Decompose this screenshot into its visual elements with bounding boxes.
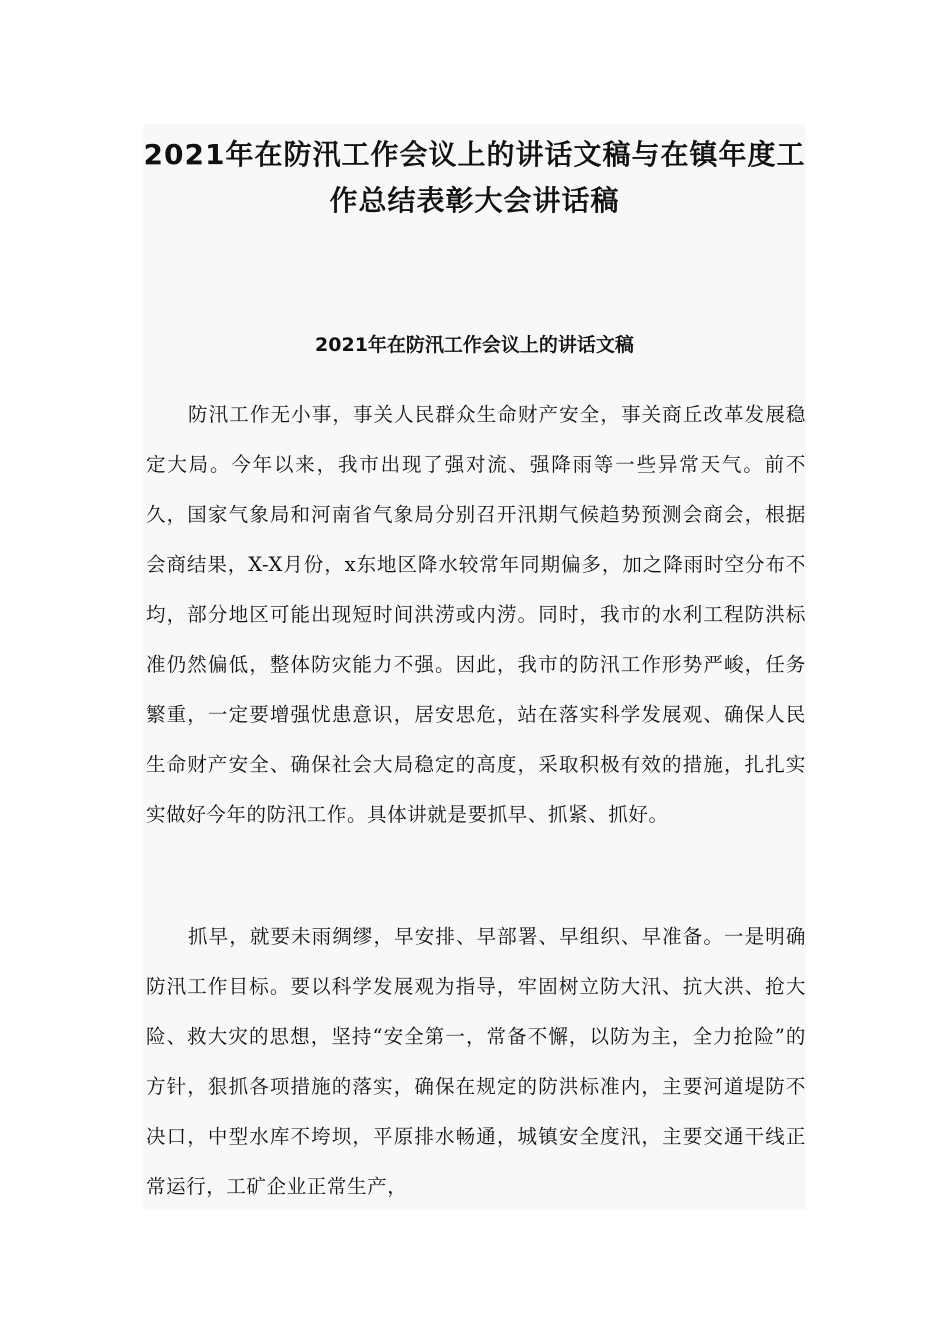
body-paragraph-1: 防汛工作无小事，事关人民群众生命财产安全，事关商丘改革发展稳定大局。今年以来，我市出现了强对流、强降雨等一些异常天气。前不久，国家气象局和河南省气象局分别召开汛期气候趋势预测会商会，根据会商结果，X-X月份，x东地区降水较常年同期偏多，加之降雨时空分布不均，部分地区可能出现短时间洪涝或内涝。同时，我市的水利工程防洪标准仍然偏低，整体防灾能力不强。因此，我市的防汛工作形势严峻，任务繁重，一定要增强忧患意识，居安思危，站在落实科学发展观、确保人民生命财产安全、确保社会大局稳定的高度，采取积极有效的措施，扎扎实实做好今年的防汛工作。具体讲就是要抓早、抓紧、抓好。 bbox=[146, 403, 806, 826]
document-page bbox=[143, 124, 806, 1210]
body-paragraph-2: 抓早，就要未雨绸缪，早安排、早部署、早组织、早准备。一是明确防汛工作目标。要以科学发展观为指导，牢固树立防大汛、抗大洪、抢大险、救大灾的思想，坚持“安全第一，常备不懈，以防为主，全力抢险”的方针，狠抓各项措施的落实，确保在规定的防洪标准内，主要河道堤防不决口，中型水库不垮坝，平原排水畅通，城镇安全度汛，主要交通干线正常运行，工矿企业正常生产， bbox=[146, 925, 806, 1198]
section-title: 2021年在防汛工作会议上的讲话文稿 bbox=[315, 334, 634, 356]
document-title: 2021年在防汛工作会议上的讲话文稿与在镇年度工作总结表彰大会讲话稿 bbox=[143, 138, 806, 217]
